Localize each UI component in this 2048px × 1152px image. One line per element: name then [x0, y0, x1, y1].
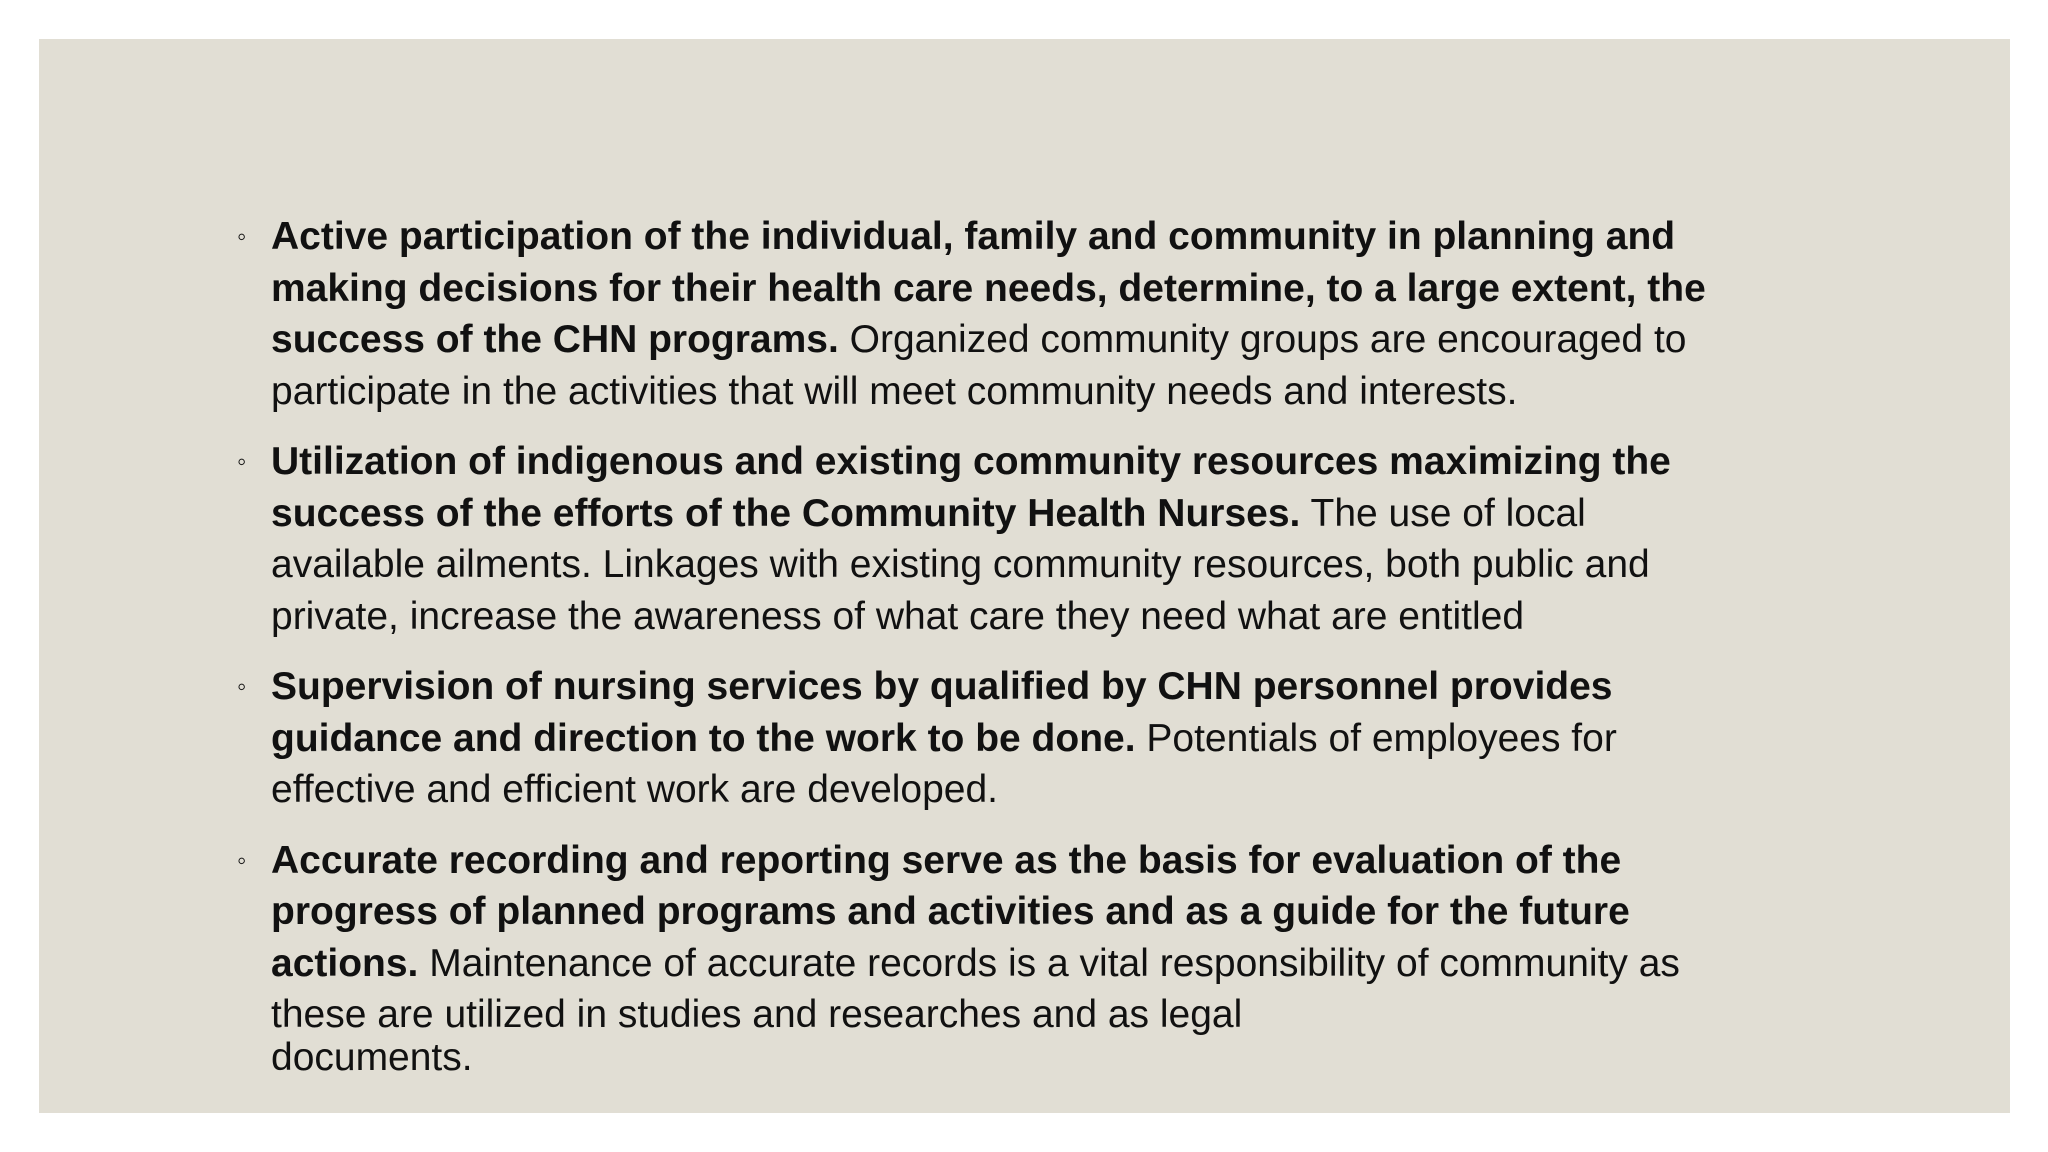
bullet-item	[237, 436, 1731, 642]
bullet-body-text-tail: documents.	[271, 1035, 473, 1079]
slide	[39, 39, 2010, 1113]
bullet-list	[237, 211, 1731, 1079]
hollow-circle-bullet-icon: ◦	[237, 221, 247, 251]
bullet-body-text: Maintenance of accurate records is a vital responsibility of community as these are utilized in studies and researches and as legal	[271, 941, 1680, 1036]
bullet-bold-text: Supervision of nursing services by qualified by CHN personnel provides guidance and direction to the work to be done.	[271, 665, 1613, 760]
hollow-circle-bullet-icon: ◦	[237, 446, 247, 476]
bullet-bold-text: Utilization of indigenous and existing community resources maximizing the success of the efforts of the Community Health Nurses.	[271, 440, 1671, 535]
bullet-body-text: Organized community groups are encouraged to participate in the activities that will meet community needs and interests.	[271, 318, 1687, 413]
hollow-circle-bullet-icon: ◦	[237, 671, 247, 701]
bullet-item	[237, 661, 1731, 816]
bullet-item	[237, 211, 1731, 417]
bullet-bold-text: Accurate recording and reporting serve as the basis for evaluation of the progress of planned programs and activities and as a guide for the future actions.	[271, 838, 1630, 985]
bullet-item	[237, 835, 1731, 1079]
bullet-bold-text: Active participation of the individual, family and community in planning and making decisions for their health care needs, determine, to a large extent, the success of the CHN programs.	[271, 215, 1706, 361]
bullet-body-text: Potentials of employees for effective and efficient work are developed.	[271, 716, 1617, 811]
hollow-circle-bullet-icon: ◦	[237, 844, 247, 875]
bullet-body-text: The use of local available ailments. Linkages with existing community resources, both public and private, increase the awareness of what care they need what are entitled	[271, 491, 1650, 638]
